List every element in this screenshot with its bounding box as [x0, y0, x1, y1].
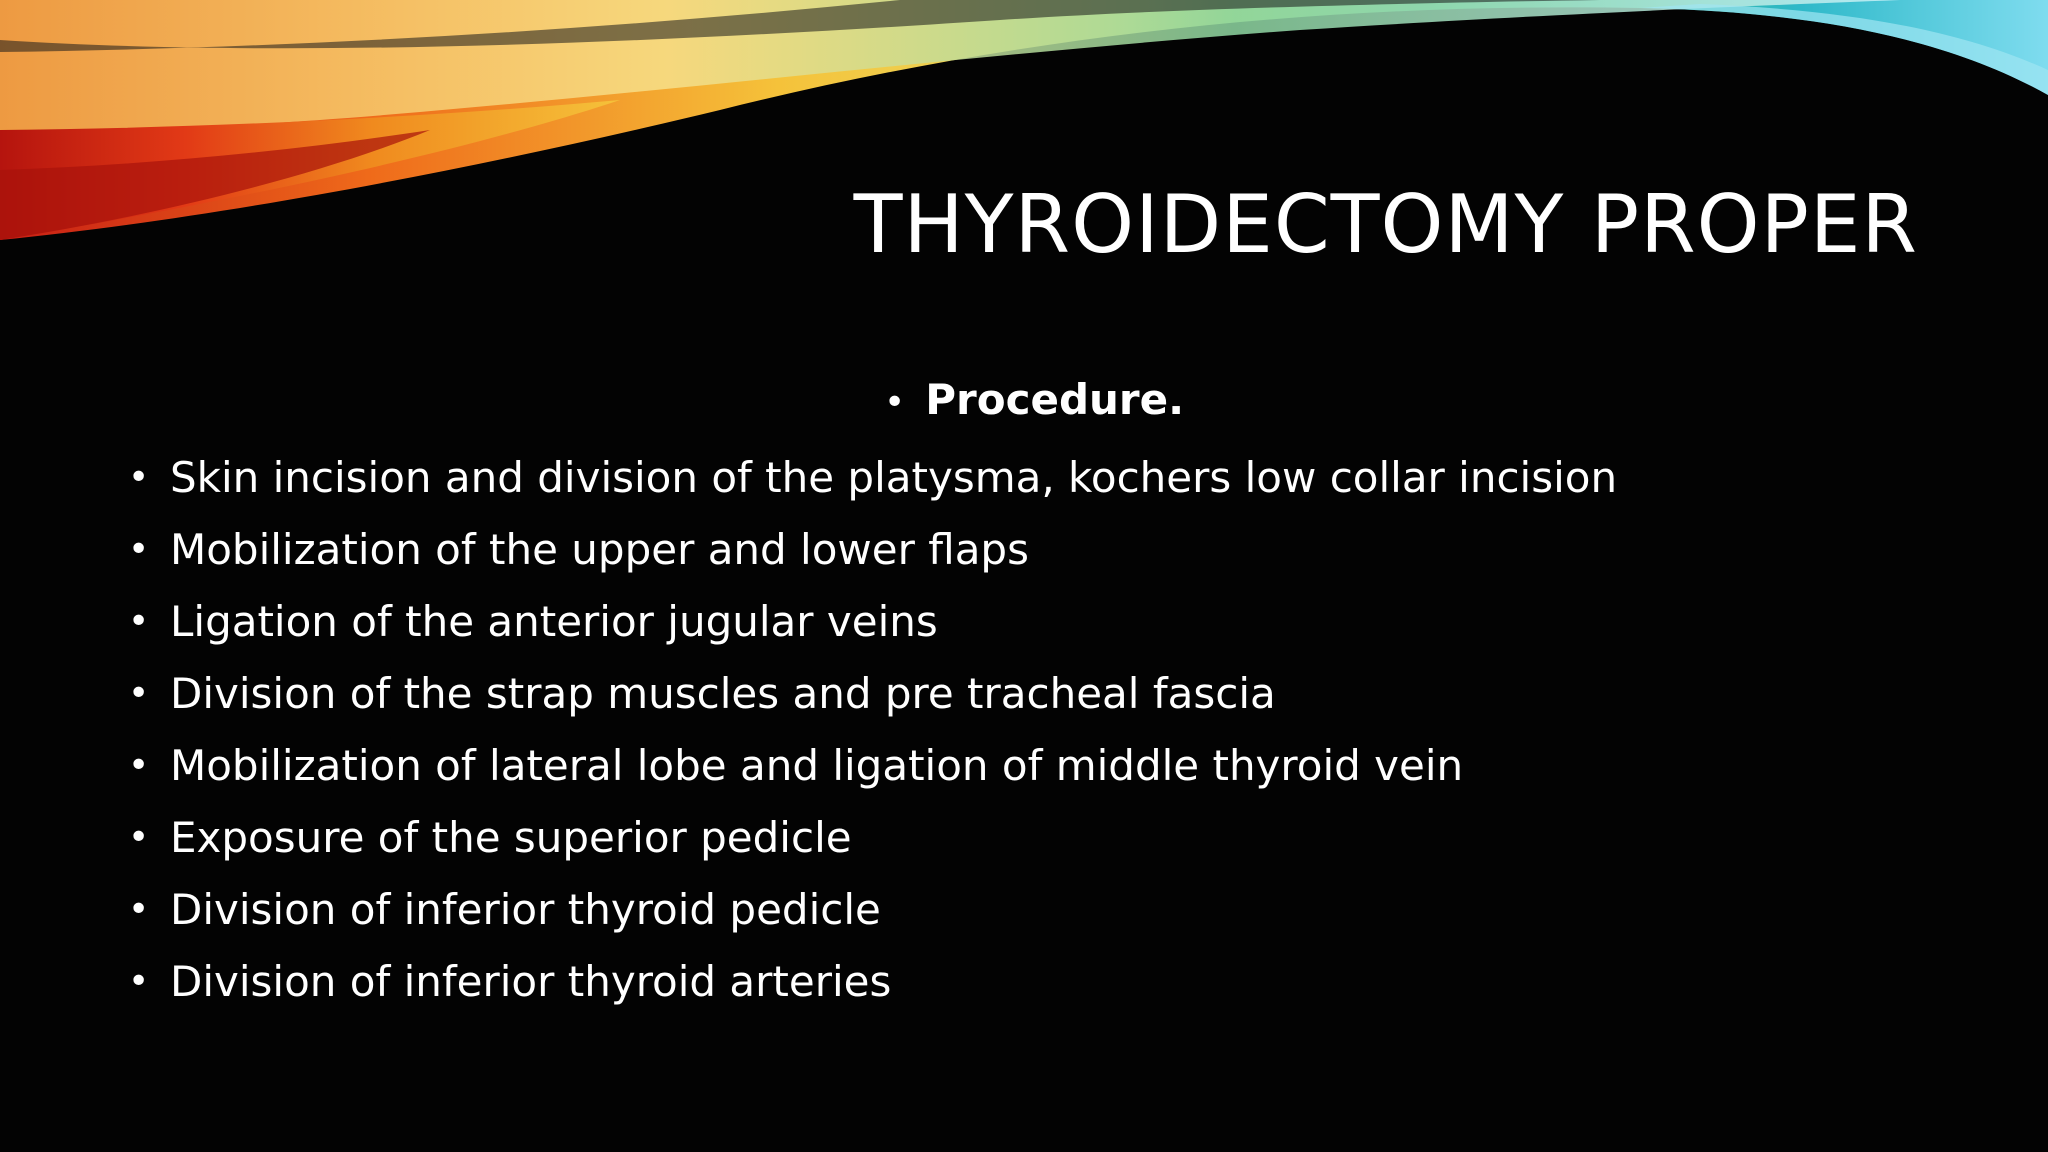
list-item — [128, 514, 1617, 586]
list-item-text: Division of inferior thyroid pedicle — [170, 885, 881, 934]
list-item — [128, 946, 1617, 1018]
procedure-heading — [884, 370, 1184, 433]
list-item — [128, 442, 1617, 514]
bullet-icon: • — [128, 529, 150, 570]
list-item-text: Mobilization of lateral lobe and ligation of middle thyroid vein — [170, 741, 1464, 790]
bullet-icon: • — [128, 457, 150, 498]
slide-title: THYROIDECTOMY PROPER — [853, 178, 1918, 271]
bullet-icon: • — [128, 817, 150, 858]
bullet-icon: • — [884, 382, 906, 423]
bullet-icon: • — [128, 673, 150, 714]
bullet-icon: • — [128, 745, 150, 786]
bullet-icon: • — [128, 889, 150, 930]
procedure-steps-list — [128, 442, 1617, 1018]
list-item-text: Ligation of the anterior jugular veins — [170, 597, 938, 646]
list-item — [128, 802, 1617, 874]
list-item — [128, 730, 1617, 802]
bullet-icon: • — [128, 601, 150, 642]
bullet-icon: • — [128, 961, 150, 1002]
list-item-text: Mobilization of the upper and lower flaps — [170, 525, 1029, 574]
list-item-text: Skin incision and division of the platysma, kochers low collar incision — [170, 453, 1618, 502]
list-item — [128, 874, 1617, 946]
list-item — [128, 658, 1617, 730]
list-item-text: Division of inferior thyroid arteries — [170, 957, 892, 1006]
list-item-text: Exposure of the superior pedicle — [170, 813, 852, 862]
procedure-heading-text: Procedure. — [925, 375, 1185, 424]
list-item-text: Division of the strap muscles and pre tracheal fascia — [170, 669, 1276, 718]
list-item — [128, 586, 1617, 658]
